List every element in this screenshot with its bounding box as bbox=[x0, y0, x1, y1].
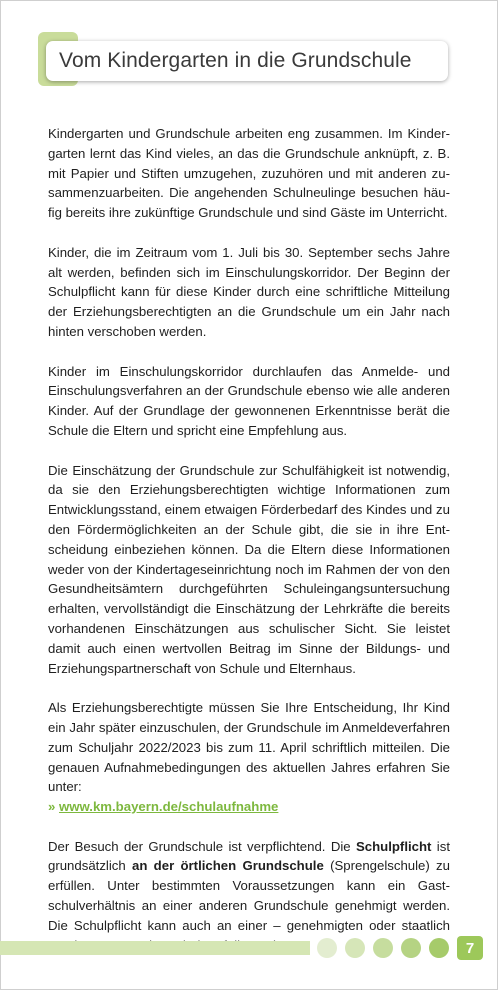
paragraph-schulfaehigkeit: Die Einschätzung der Grundschule zur Schulfähigkeit ist notwendig, da sie den Erziehungsberechtigten wichtige Informationen zum Entwicklungsstand, einem etwaigen Förderbedarf des Kindes und zu den Fördermöglichkeiten an der Schule gibt, die sie in ihre Entscheidung einbeziehen können. Da die Eltern diese Informationen weder von der Kindertageseinrichtung noch im Rahmen der von den Gesundheitsämtern durchgeführten Schuleingangsuntersuchung erhalten, vervollständigt die Einschätzung der Lehrkräfte die bereits vorhandenen Einschätzungen aus schulischer Sicht. Sie leistet damit auch einen wertvollen Beitrag im Sinne der Bildungs- und Erziehungspartnerschaft von Schule und Elternhaus. bbox=[48, 462, 450, 676]
paragraph-anmeldeverfahren: Kinder im Einschulungskorridor durchlaufen das Anmelde- und Einschulungsverfahren an der Grundschule ebenso wie alle anderen Kinder. Auf der Grundlage der gewonnenen Erkenntnisse berät die Schule die Eltern und spricht eine Empfehlung aus. bbox=[48, 363, 450, 438]
schulpflicht-text-c: ist grundsätzlich bbox=[48, 838, 450, 874]
paragraph-einschulungskorridor: Kinder, die im Zeitraum vom 1. Juli bis 30. September sechs Jahre alt werden, befinden sich im Einschulungskorridor. Der Beginn der Schulpflicht kann für diese Kinder durch eine schriftliche Mitteilung der Erziehungsberechtigten an die Grundschule um ein Jahr nach hinten verschoben werden. bbox=[48, 244, 450, 339]
footer-bar bbox=[0, 941, 310, 955]
link-arrow-icon: » bbox=[48, 799, 56, 815]
schulpflicht-text-a: Der Besuch der Grundschule ist verpflichtend. Die bbox=[48, 838, 356, 854]
oertliche-grundschule-bold: an der örtlichen Grundschule bbox=[132, 858, 324, 874]
schulaufnahme-link[interactable]: www.km.bayern.de/schulaufnahme bbox=[59, 799, 279, 815]
footer-dot bbox=[429, 938, 449, 958]
schulpflicht-bold: Schulpflicht bbox=[355, 838, 432, 854]
footer-dot bbox=[317, 938, 337, 958]
link-line bbox=[48, 797, 450, 817]
paragraph-intro: Kindergarten und Grundschule arbeiten eng zusammen. Im Kindergarten lernt das Kind vieles, an das die Grundschule anknüpft, z. B. mit Papier und Stiften umzugehen, zuzuhören und mit anderen zusammenzuarbeiten. Die angehenden Schulneulinge besuchen häufig bereits ihre zukünftige Grundschule und sind Gäste im Unterricht. bbox=[48, 126, 450, 221]
body-text bbox=[48, 124, 450, 955]
footer-dot bbox=[345, 938, 365, 958]
page-number: 7 bbox=[457, 936, 483, 960]
title-box bbox=[46, 41, 448, 81]
page-title: Vom Kindergarten in die Grundschule bbox=[59, 49, 412, 72]
paragraph-entscheidung-text: Als Erziehungsberechtigte müssen Sie Ihre Entscheidung, Ihr Kind ein Jahr später einzuschulen, der Grundschule im Anmeldeverfahren zum Schuljahr 2022/2023 bis zum 11. April schriftlich mitteilen. Die genauen Aufnahmebedingungen des aktuellen Jahres erfahren Sie unter: bbox=[48, 700, 450, 795]
footer-dot bbox=[401, 938, 421, 958]
footer-dot bbox=[373, 938, 393, 958]
footer-dots bbox=[317, 938, 477, 958]
paragraph-entscheidung bbox=[48, 698, 450, 817]
schulpflicht-text-e: (Sprengelschule) zu erfüllen. Unter bestimmten Voraussetzungen kann ein Gastschulverhältnis an einer anderen Grundschule genehmigt werden. Die Schulpflicht kann auch an einer – genehmigten oder staatlich bbox=[48, 858, 450, 933]
